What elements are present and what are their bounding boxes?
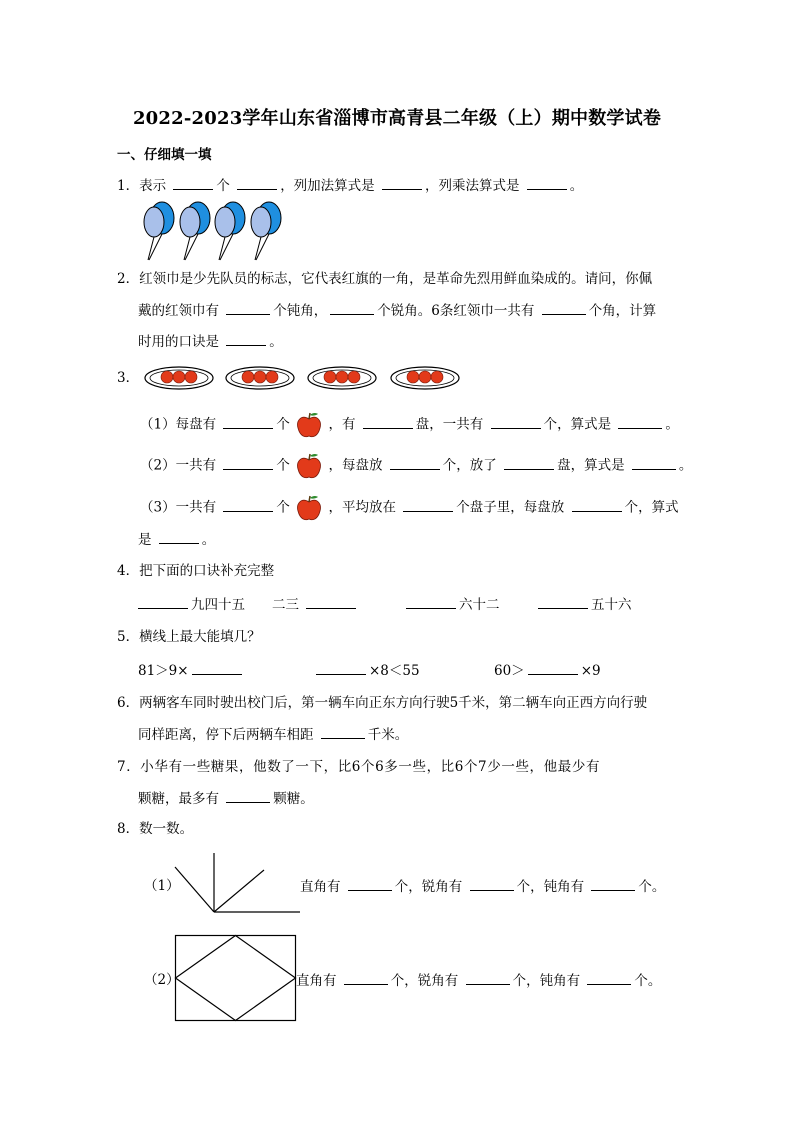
apple-plates-image bbox=[142, 364, 467, 392]
answer-blank[interactable] bbox=[406, 595, 456, 609]
plate bbox=[226, 367, 294, 389]
question-6-line2: 同样距离，停下后两辆车相距 千米。 bbox=[138, 727, 409, 743]
question-4-item-c: 六十二 bbox=[406, 595, 500, 614]
answer-blank[interactable] bbox=[223, 456, 273, 470]
question-8: 8．数一数。 bbox=[117, 821, 194, 837]
answer-blank[interactable] bbox=[306, 595, 356, 609]
apple-icon bbox=[296, 411, 322, 439]
question-8-part-1-label: （1） bbox=[144, 878, 180, 894]
balloon-group bbox=[215, 202, 245, 260]
answer-blank[interactable] bbox=[348, 877, 392, 891]
answer-blank[interactable] bbox=[159, 530, 199, 544]
plate bbox=[145, 367, 213, 389]
answer-blank[interactable] bbox=[316, 661, 366, 675]
question-2-line3: 时用的口诀是 。 bbox=[138, 334, 283, 350]
answer-blank[interactable] bbox=[223, 415, 273, 429]
answer-blank[interactable] bbox=[572, 498, 622, 512]
answer-blank[interactable] bbox=[591, 877, 635, 891]
question-5-item-b: ×8＜55 bbox=[316, 661, 420, 680]
question-4-item-d: 五十六 bbox=[538, 595, 632, 614]
question-1: 1．表示 个 ，列加法算式是 ，列乘法算式是 。 bbox=[117, 178, 584, 194]
answer-blank[interactable] bbox=[587, 971, 631, 985]
answer-blank[interactable] bbox=[330, 301, 374, 315]
answer-blank[interactable] bbox=[504, 456, 554, 470]
question-3-number: 3． bbox=[117, 370, 140, 386]
plate bbox=[308, 367, 376, 389]
answer-blank[interactable] bbox=[491, 415, 541, 429]
answer-blank[interactable] bbox=[173, 176, 213, 190]
answer-blank[interactable] bbox=[527, 176, 567, 190]
balloons-image bbox=[140, 198, 285, 264]
question-3-part-1: （1）每盘有 个 ，有 盘，一共有 个，算式是 。 bbox=[140, 411, 679, 439]
section-heading: 一、仔细填一填 bbox=[117, 147, 212, 163]
answer-blank[interactable] bbox=[226, 301, 270, 315]
question-5-item-c: 60＞ ×9 bbox=[494, 663, 601, 679]
question-5: 5．横线上最大能填几？ bbox=[117, 629, 261, 645]
question-3-part-3-line2: 是 。 bbox=[138, 532, 216, 548]
answer-blank[interactable] bbox=[390, 456, 440, 470]
page-title: 2022-2023学年山东省淄博市高青县二年级（上）期中数学试卷 bbox=[132, 108, 662, 129]
answer-blank[interactable] bbox=[344, 971, 388, 985]
rectangle-rhombus-figure bbox=[174, 934, 298, 1022]
answer-blank[interactable] bbox=[466, 971, 510, 985]
answer-blank[interactable] bbox=[138, 595, 188, 609]
question-6: 6．两辆客车同时驶出校门后，第一辆车向正东方向行驶5千米，第二辆车向正西方向行驶 bbox=[117, 695, 648, 711]
answer-blank[interactable] bbox=[321, 725, 365, 739]
answer-blank[interactable] bbox=[528, 661, 578, 675]
answer-blank[interactable] bbox=[470, 877, 514, 891]
question-8-part-1-text: 直角有 个，锐角有 个，钝角有 个。 bbox=[300, 879, 666, 895]
question-7-line2: 颗糖，最多有 颗糖。 bbox=[138, 791, 314, 807]
question-4: 4．把下面的口诀补充完整 bbox=[117, 563, 275, 579]
balloon-group bbox=[144, 202, 174, 260]
question-7: 7．小华有一些糖果，他数了一下，比6个6多一些，比6个7少一些，他最少有 bbox=[117, 759, 601, 775]
question-2-line2: 戴的红领巾有 个钝角， 个锐角。6条红领巾一共有 个角，计算 bbox=[138, 303, 657, 319]
answer-blank[interactable] bbox=[363, 415, 413, 429]
answer-blank[interactable] bbox=[192, 661, 242, 675]
question-2: 2．红领巾是少先队员的标志，它代表红旗的一角，是革命先烈用鲜血染成的。请问，你佩 bbox=[117, 271, 653, 287]
answer-blank[interactable] bbox=[618, 415, 662, 429]
question-8-part-2-text: 直角有 个，锐角有 个，钝角有 个。 bbox=[296, 973, 662, 989]
answer-blank[interactable] bbox=[538, 595, 588, 609]
question-3-part-2: （2）一共有 个 ，每盘放 个，放了 盘，算式是 。 bbox=[140, 452, 692, 480]
answer-blank[interactable] bbox=[237, 176, 277, 190]
question-4-item-a: 九四十五 bbox=[138, 595, 245, 614]
question-3-part-3: （3）一共有 个 ，平均放在 个盘子里，每盘放 个，算式 bbox=[140, 494, 679, 522]
answer-blank[interactable] bbox=[542, 301, 586, 315]
balloon-group bbox=[251, 202, 281, 260]
answer-blank[interactable] bbox=[382, 176, 422, 190]
balloon-group bbox=[180, 202, 210, 260]
question-5-item-a: 81＞9× bbox=[138, 661, 245, 680]
answer-blank[interactable] bbox=[226, 789, 270, 803]
answer-blank[interactable] bbox=[632, 456, 676, 470]
question-4-item-b: 二三 bbox=[272, 595, 359, 614]
plate bbox=[391, 367, 459, 389]
answer-blank[interactable] bbox=[223, 498, 273, 512]
answer-blank[interactable] bbox=[226, 332, 266, 346]
apple-icon bbox=[296, 452, 322, 480]
apple-icon bbox=[296, 494, 322, 522]
angles-figure bbox=[172, 851, 302, 915]
answer-blank[interactable] bbox=[403, 498, 453, 512]
question-8-part-2-label: （2） bbox=[144, 972, 180, 988]
